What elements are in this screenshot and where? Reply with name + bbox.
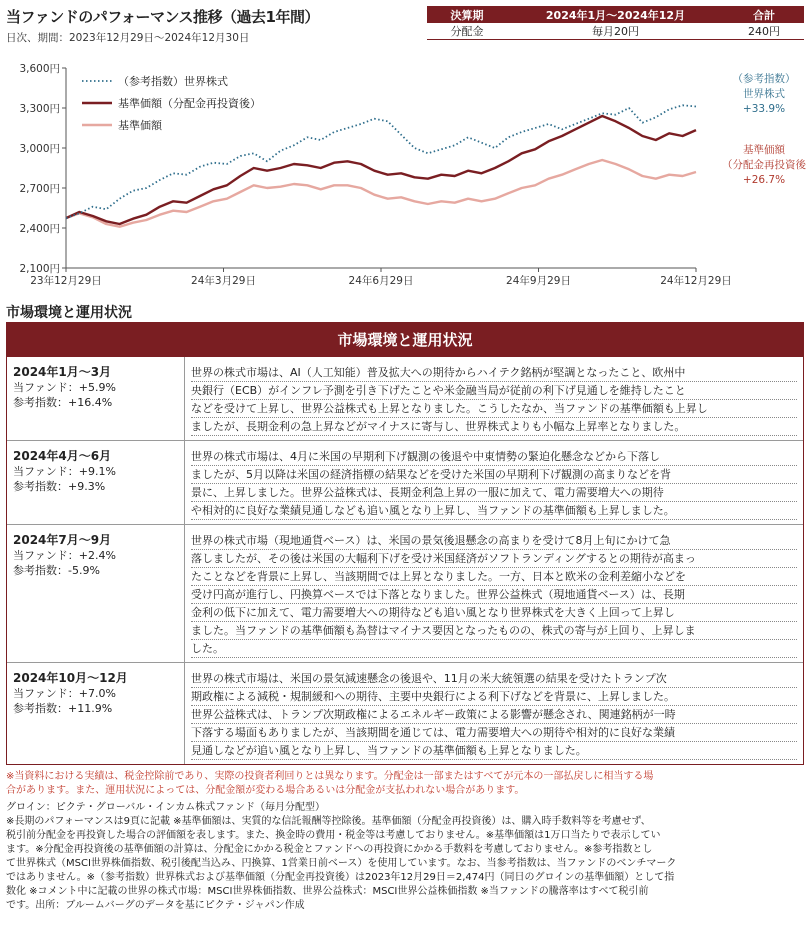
commentary-line: たことなどを背景に上昇し、当該期間では上昇となりました。一方、日本と欧米の金利差縮小などを bbox=[191, 568, 797, 586]
x-tick-label: 24年6月29日 bbox=[348, 275, 414, 287]
annotation-nav: （分配金再投資後 bbox=[722, 159, 806, 171]
period-label: 2024年1月～3月 bbox=[13, 365, 112, 379]
market-row bbox=[7, 524, 803, 662]
commentary-line: 世界の株式市場は、AI（人工知能）普及拡大への期待からハイテク銘柄が堅調となったこと、欧州中 bbox=[191, 364, 797, 382]
footnote-line: ます。※分配金再投資後の基準価額の計算は、分配金にかかる税金とファンドへの再投資にかかる手数料を考慮しておりません。※参考指数とし bbox=[6, 844, 653, 855]
dist-row-label: 分配金 bbox=[427, 23, 507, 40]
risk-note-line: ※当資料における実績は、税金控除前であり、実際の投資者利回りとは異なります。分配金は一部またはすべてが元本の一部払戻しに相当する場 bbox=[6, 771, 654, 782]
market-section-heading: 市場環境と運用状況 bbox=[6, 305, 132, 321]
market-period-cell bbox=[7, 663, 185, 764]
market-table bbox=[6, 322, 804, 765]
commentary-line: などを受けて上昇し、世界公益株式も上昇となりました。こうしたなか、当ファンドの基準価額も上昇し bbox=[191, 400, 797, 418]
fund-return: 当ファンド：+2.4% bbox=[13, 549, 116, 562]
commentary-line: や相対的に良好な業績見通しなども追い風となり上昇し、当ファンドの基準価額も上昇しました。 bbox=[191, 502, 797, 520]
period-label: 2024年10月～12月 bbox=[13, 671, 128, 685]
annotation-index: +33.9% bbox=[742, 103, 786, 115]
market-commentary bbox=[185, 663, 803, 764]
index-return: 参考指数：+16.4% bbox=[13, 396, 113, 409]
period-label: 2024年4月～6月 bbox=[13, 449, 112, 463]
footnote-line: ではありません。※（参考指数）世界株式および基準価額（分配金再投資後）は2023年12月29日＝2,474円（同日のグロインの基準価額）として指 bbox=[6, 872, 675, 883]
x-tick-label: 24年9月29日 bbox=[506, 275, 571, 287]
dist-row-monthly: 毎月20円 bbox=[507, 23, 724, 40]
annotation-nav: 基準価額 bbox=[743, 144, 785, 156]
commentary-line: 見通しなどが追い風となり上昇し、当ファンドの基準価額も上昇となりました。 bbox=[191, 742, 797, 760]
risk-notes bbox=[6, 770, 806, 798]
y-tick-label: 3,600円 bbox=[19, 63, 60, 75]
commentary-line: 金利の低下に加えて、電力需要増大への期待なども追い風となり世界株式を大きく上回って上昇し bbox=[191, 604, 797, 622]
dist-header-total: 合計 bbox=[724, 6, 804, 23]
market-commentary bbox=[185, 441, 803, 524]
commentary-line: 景に、上昇しました。世界公益株式は、長期金利急上昇の一服に加えて、電力需要増大への期待 bbox=[191, 484, 797, 502]
footnote-line: ※長期のパフォーマンスは9頁に記載 ※基準価額は、実質的な信託報酬等控除後。基準価額（分配金再投資後）は、購入時手数料等を考慮せず、 bbox=[6, 816, 651, 827]
x-tick-label: 24年3月29日 bbox=[191, 275, 256, 287]
market-period-cell bbox=[7, 357, 185, 440]
performance-chart bbox=[0, 52, 809, 297]
footnote-line: 数化 ※コメント中に記載の世界の株式市場：MSCI世界株価指数、世界公益株式：MSCI世界公益株価指数 ※当ファンドの騰落率はすべて税引前 bbox=[6, 886, 649, 897]
index-return: 参考指数：+11.9% bbox=[13, 702, 113, 715]
fund-return: 当ファンド：+7.0% bbox=[13, 687, 116, 700]
commentary-line: した。 bbox=[191, 640, 797, 658]
market-row bbox=[7, 357, 803, 440]
index-return: 参考指数：+9.3% bbox=[13, 480, 106, 493]
series-line-1 bbox=[66, 116, 696, 224]
commentary-line: 世界公益株式は、トランプ次期政権によるエネルギー政策による影響が懸念され、関連銘柄が一時 bbox=[191, 706, 797, 724]
market-row bbox=[7, 662, 803, 764]
series-line-2 bbox=[66, 160, 696, 227]
market-period-cell bbox=[7, 525, 185, 662]
commentary-line: 落しましたが、その後は米国の大幅利下げを受け米国経済がソフトランディングするとの期待が高まっ bbox=[191, 550, 797, 568]
dist-header-range: 2024年1月～2024年12月 bbox=[507, 6, 724, 23]
commentary-line: ましたが、長期金利の急上昇などがマイナスに寄与し、世界株式よりも小幅な上昇率となりました。 bbox=[191, 418, 797, 436]
footnote-line: グロイン：ピクテ・グローバル・インカム株式ファンド（毎月分配型） bbox=[6, 802, 325, 813]
commentary-line: ました。当ファンドの基準価額も為替はマイナス要因となったものの、株式の寄与が上回り、上昇しま bbox=[191, 622, 797, 640]
fund-return: 当ファンド：+9.1% bbox=[13, 465, 116, 478]
market-commentary bbox=[185, 357, 803, 440]
index-return: 参考指数：-5.9% bbox=[13, 564, 100, 577]
y-tick-label: 3,000円 bbox=[19, 143, 60, 155]
risk-note-line: 合があります。また、運用状況によっては、分配金額が変わる場合あるいは分配金が支払われない場合があります。 bbox=[6, 785, 525, 796]
distribution-table bbox=[427, 6, 804, 40]
market-period-cell bbox=[7, 441, 185, 524]
page-title: 当ファンドのパフォーマンス推移（過去1年間） bbox=[6, 8, 319, 26]
fund-return: 当ファンド：+5.9% bbox=[13, 381, 116, 394]
commentary-line: 世界の株式市場（現地通貨ベース）は、米国の景気後退懸念の高まりを受けて8月上旬にかけて急 bbox=[191, 532, 797, 550]
y-tick-label: 2,400円 bbox=[19, 223, 60, 235]
legend-label: 基準価額 bbox=[118, 119, 162, 132]
commentary-line: 央銀行（ECB）がインフレ予測を引き下げたことや米金融当局が従前の利下げ見通しを維持したこと bbox=[191, 382, 797, 400]
commentary-line: 受け円高が進行し、円換算ベースでは下落となりました。世界公益株式（現地通貨ベース）は、長期 bbox=[191, 586, 797, 604]
dist-row-total: 240円 bbox=[724, 23, 804, 40]
legend-label: 基準価額（分配金再投資後） bbox=[118, 97, 261, 110]
x-tick-label: 23年12月29日 bbox=[30, 275, 102, 287]
market-commentary bbox=[185, 525, 803, 662]
footnotes bbox=[6, 801, 806, 913]
annotation-index: 世界株式 bbox=[743, 88, 785, 100]
y-tick-label: 3,300円 bbox=[19, 103, 60, 115]
commentary-line: 世界の株式市場は、4月に米国の早期利下げ観測の後退や中東情勢の緊迫化懸念などから下落し bbox=[191, 448, 797, 466]
footnote-line: て世界株式（MSCI世界株価指数、税引後配当込み、円換算、1営業日前ベース）を使用しています。なお、当参考指数は、当ファンドのベンチマーク bbox=[6, 858, 677, 869]
market-row bbox=[7, 440, 803, 524]
annotation-index: （参考指数） bbox=[732, 73, 796, 85]
commentary-line: ましたが、5月以降は米国の経済指標の結果などを受けた米国の早期利下げ観測の高まりなどを背 bbox=[191, 466, 797, 484]
dist-header-period: 決算期 bbox=[427, 6, 507, 23]
commentary-line: 下落する場面もありましたが、当該期間を通じては、電力需要増大への期待や相対的に良好な業績 bbox=[191, 724, 797, 742]
period-label: 2024年7月～9月 bbox=[13, 533, 112, 547]
footnote-line: 税引前分配金を再投資した場合の評価額を表します。また、換金時の費用・税金等は考慮しておりません。※基準価額は1万口当たりで表示してい bbox=[6, 830, 661, 841]
legend-label: （参考指数）世界株式 bbox=[118, 75, 228, 88]
x-tick-label: 24年12月29日 bbox=[660, 275, 732, 287]
annotation-nav: +26.7% bbox=[742, 174, 786, 186]
chart-period: 日次、期間：2023年12月29日～2024年12月30日 bbox=[6, 32, 250, 44]
y-tick-label: 2,700円 bbox=[19, 183, 60, 195]
market-table-header: 市場環境と運用状況 bbox=[7, 323, 803, 357]
commentary-line: 期政権による減税・規制緩和への期待、主要中央銀行による利下げなどを背景に、上昇しました。 bbox=[191, 688, 797, 706]
y-tick-label: 2,100円 bbox=[19, 263, 60, 275]
commentary-line: 世界の株式市場は、米国の景気減速懸念の後退や、11月の米大統領選の結果を受けたトランプ次 bbox=[191, 670, 797, 688]
footnote-line: です。出所：ブルームバーグのデータを基にピクテ・ジャパン作成 bbox=[6, 900, 305, 911]
